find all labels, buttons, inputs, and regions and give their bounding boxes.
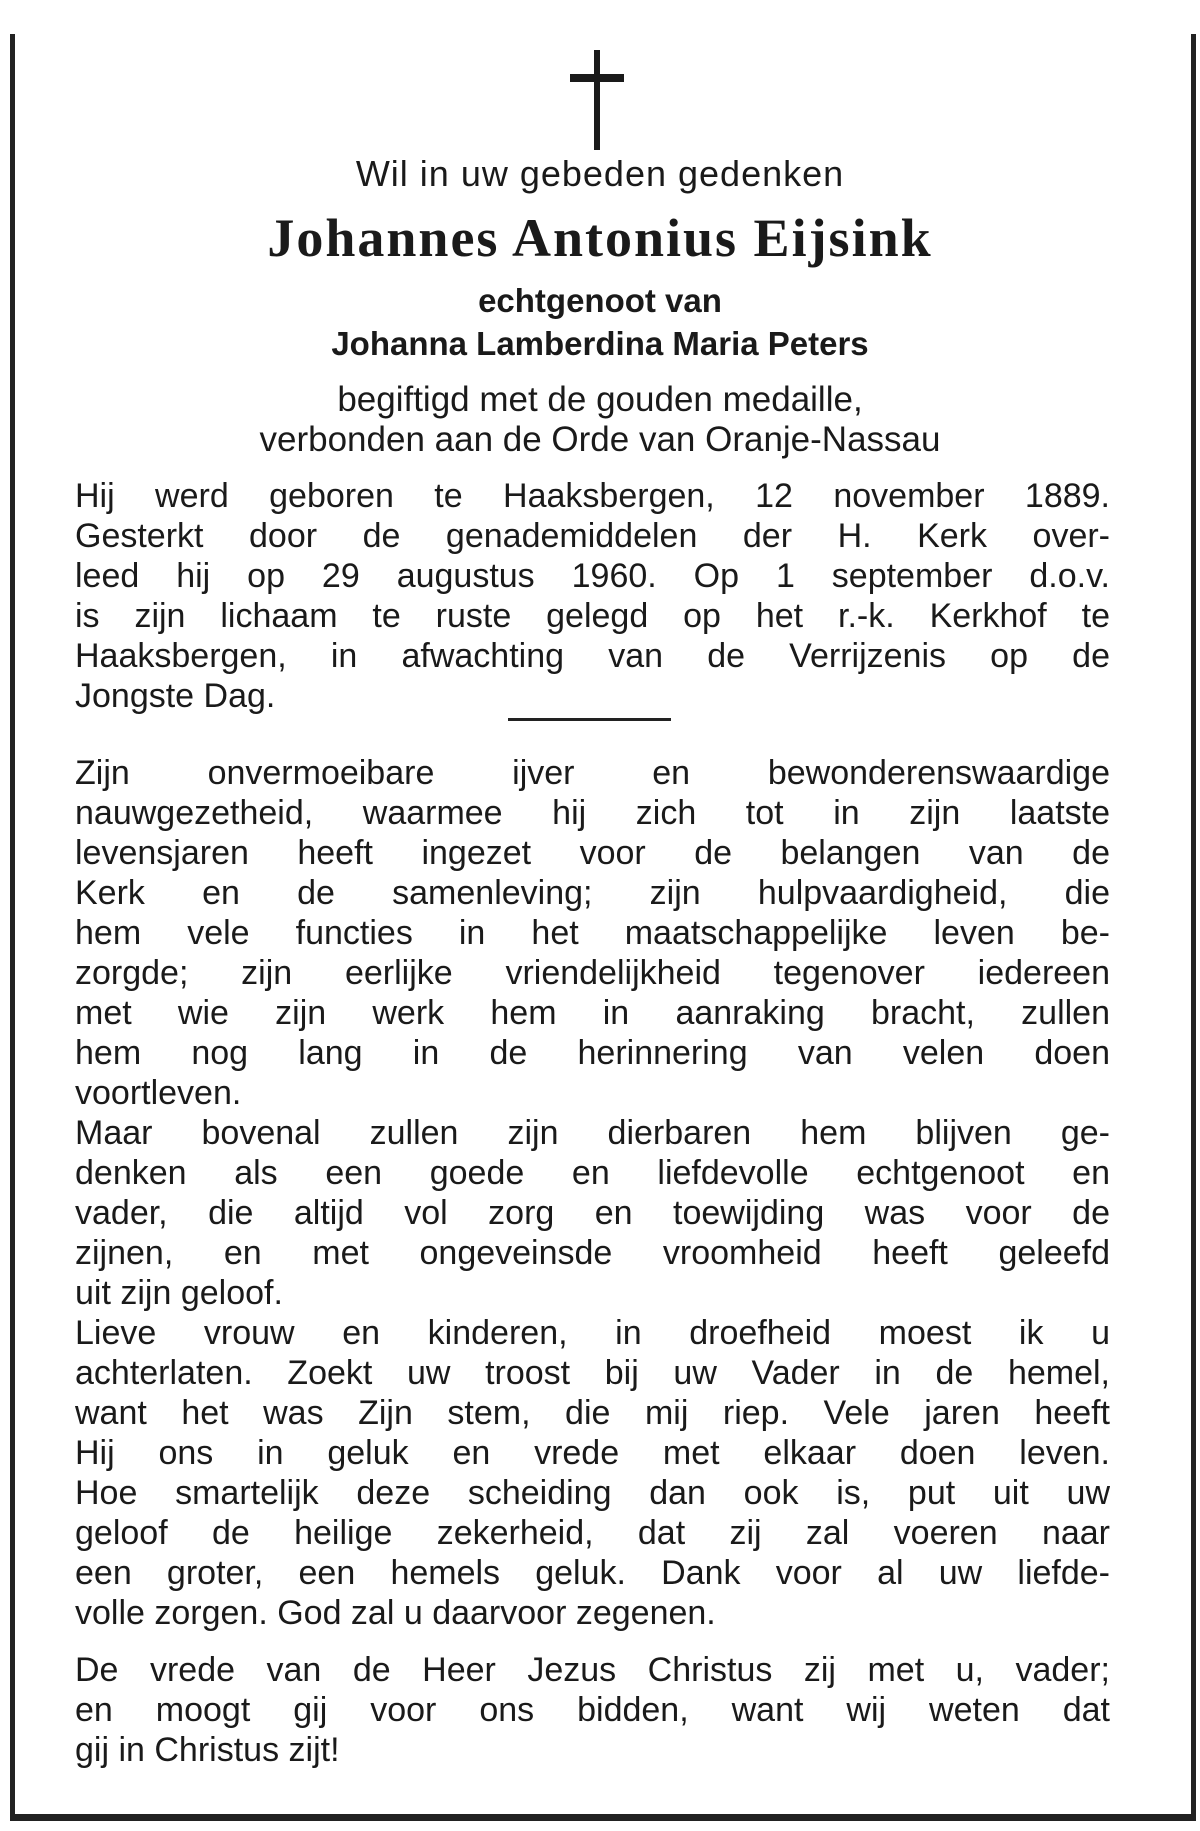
text-line: Hij ons in geluk en vrede met elkaar doen leven. <box>75 1434 1110 1472</box>
text-line: is zijn lichaam te ruste gelegd op het r.-k. Kerkhof te <box>75 597 1110 635</box>
text-line: leed hij op 29 augustus 1960. Op 1 september d.o.v. <box>75 557 1110 595</box>
text-line: uit zijn geloof. <box>75 1274 283 1312</box>
text-line: nauwgezetheid, waarmee hij zich tot in zijn laatste <box>75 794 1110 832</box>
text-line: hem nog lang in de herinnering van velen doen <box>75 1034 1110 1072</box>
deceased-name: Johannes Antonius Eijsink <box>267 208 933 268</box>
text-line: Gesterkt door de genademiddelen der H. Kerk over- <box>75 517 1110 555</box>
text-line: hem vele functies in het maatschappelijke leven be- <box>75 914 1110 952</box>
text-line: Hoe smartelijk deze scheiding dan ook is, put uit uw <box>75 1474 1110 1512</box>
text-line: Hij werd geboren te Haaksbergen, 12 november 1889. <box>75 477 1110 515</box>
honor-line-2: verbonden aan de Orde van Oranje-Nassau <box>259 420 941 459</box>
text-line: zorgde; zijn eerlijke vriendelijkheid tegenover iedereen <box>75 954 1110 992</box>
text-line: Zijn onvermoeibare ijver en bewonderenswaardige <box>75 754 1110 792</box>
text-line: achterlaten. Zoekt uw troost bij uw Vader in de hemel, <box>75 1354 1110 1392</box>
text-line: en moogt gij voor ons bidden, want wij weten dat <box>75 1691 1110 1729</box>
text-line: want het was Zijn stem, die mij riep. Vele jaren heeft <box>75 1394 1110 1432</box>
text-line: geloof de heilige zekerheid, dat zij zal voeren naar <box>75 1514 1110 1552</box>
text-line: Lieve vrouw en kinderen, in droefheid moest ik u <box>75 1314 1110 1352</box>
text-line: Maar bovenal zullen zijn dierbaren hem blijven ge- <box>75 1114 1110 1152</box>
cross-icon <box>570 50 624 150</box>
paragraph-birth-death <box>75 476 1110 716</box>
text-line: volle zorgen. God zal u daarvoor zegenen. <box>75 1594 716 1632</box>
intro-line: Wil in uw gebeden gedenken <box>355 153 845 194</box>
text-line: met wie zijn werk hem in aanraking bracht, zullen <box>75 994 1110 1032</box>
text-line: gij in Christus zijt! <box>75 1731 340 1769</box>
text-line: vader, die altijd vol zorg en toewijding was voor de <box>75 1194 1110 1232</box>
text-line: levensjaren heeft ingezet voor de belangen van de <box>75 834 1110 872</box>
honor-line-1: begiftigd met de gouden medaille, <box>337 380 863 419</box>
text-line: denken als een goede en liefdevolle echtgenoot en <box>75 1154 1110 1192</box>
divider <box>508 718 671 721</box>
text-line: De vrede van de Heer Jezus Christus zij met u, vader; <box>75 1651 1110 1689</box>
text-line: zijnen, en met ongeveinsde vroomheid heeft geleefd <box>75 1234 1110 1272</box>
paragraph-blessing <box>75 1650 1110 1770</box>
paragraph-tribute <box>75 753 1110 1633</box>
relation-line: echtgenoot van <box>478 282 722 319</box>
text-line: Haaksbergen, in afwachting van de Verrijzenis op de <box>75 637 1110 675</box>
text-line: voortleven. <box>75 1074 242 1112</box>
text-line: Kerk en de samenleving; zijn hulpvaardigheid, die <box>75 874 1110 912</box>
text-line: een groter, een hemels geluk. Dank voor al uw liefde- <box>75 1554 1110 1592</box>
text-line: Jongste Dag. <box>75 677 276 715</box>
spouse-name: Johanna Lamberdina Maria Peters <box>331 325 869 362</box>
